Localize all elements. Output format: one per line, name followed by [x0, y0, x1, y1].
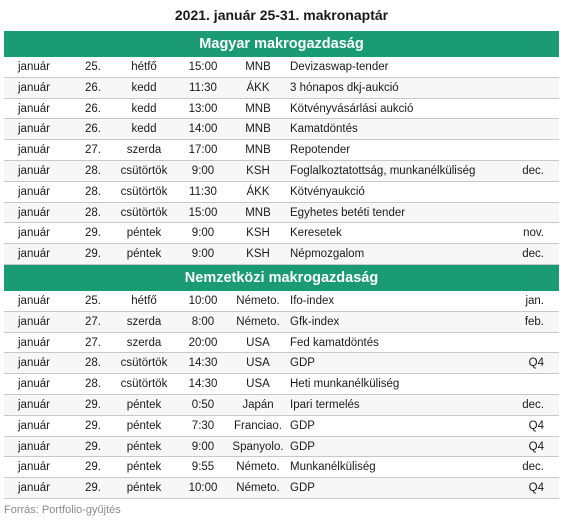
- period-cell: feb.: [524, 315, 544, 328]
- month-cell: január: [18, 123, 50, 136]
- source-cell: USA: [246, 357, 270, 370]
- source-cell: USA: [246, 336, 270, 349]
- day-cell: 26.: [85, 81, 101, 94]
- table-row: [4, 374, 559, 395]
- table-row: [4, 57, 559, 78]
- day-cell: 29.: [85, 398, 101, 411]
- day-cell: 29.: [85, 227, 101, 240]
- source-cell: ÁKK: [246, 185, 270, 198]
- event-cell: Népmozgalom: [290, 248, 365, 261]
- source-cell: KSH: [246, 248, 270, 261]
- event-cell: Devizaswap-tender: [290, 61, 389, 73]
- section-rows-international: [4, 291, 559, 499]
- day-cell: 27.: [85, 336, 101, 349]
- event-cell: Kötvényvásárlási aukció: [290, 102, 414, 115]
- day-cell: 28.: [85, 378, 101, 391]
- source-cell: Németo.: [236, 294, 280, 307]
- period-cell: [504, 333, 544, 353]
- time-cell: 11:30: [189, 81, 217, 94]
- day-cell: 26.: [85, 123, 101, 136]
- source-cell: KSH: [246, 227, 270, 240]
- table-row: [4, 478, 559, 499]
- calendar-table: [4, 31, 559, 499]
- weekday-cell: péntek: [126, 461, 162, 474]
- time-cell: 14:00: [188, 123, 218, 136]
- event-cell: Repotender: [290, 144, 351, 157]
- table-row: [4, 291, 559, 312]
- section-header-international: Nemzetközi makrogazdaság: [4, 265, 559, 291]
- event-cell: Munkanélküliség: [290, 461, 376, 474]
- source-cell: MNB: [245, 61, 271, 73]
- event-cell: GDP: [290, 440, 315, 453]
- period-cell: [504, 99, 544, 119]
- table-row: [4, 312, 559, 333]
- event-cell: Foglalkoztatottság, munkanélküliség: [290, 164, 476, 177]
- source-cell: ÁKK: [246, 81, 270, 94]
- table-row: [4, 416, 559, 437]
- month-cell: január: [18, 227, 50, 240]
- day-cell: 28.: [85, 206, 101, 219]
- day-cell: 29.: [85, 248, 101, 261]
- period-cell: [504, 140, 544, 160]
- source-cell: KSH: [246, 164, 270, 177]
- weekday-cell: kedd: [131, 81, 157, 94]
- time-cell: 9:00: [191, 248, 215, 261]
- month-cell: január: [18, 461, 50, 474]
- time-cell: 10:00: [188, 294, 218, 307]
- time-cell: 20:00: [188, 336, 218, 349]
- month-cell: január: [18, 357, 50, 370]
- table-row: [4, 244, 559, 265]
- source-cell: USA: [246, 378, 270, 391]
- day-cell: 27.: [85, 315, 101, 328]
- event-cell: Egyhetes betéti tender: [290, 206, 406, 219]
- day-cell: 27.: [85, 144, 101, 157]
- time-cell: 7:30: [191, 419, 215, 432]
- weekday-cell: péntek: [126, 440, 162, 453]
- time-cell: 14:30: [188, 357, 218, 370]
- period-cell: [504, 78, 544, 98]
- period-cell: dec.: [522, 461, 544, 474]
- time-cell: 10:00: [188, 482, 218, 495]
- month-cell: január: [18, 336, 50, 349]
- month-cell: január: [18, 440, 50, 453]
- month-cell: január: [18, 185, 50, 198]
- weekday-cell: kedd: [131, 102, 157, 115]
- weekday-cell: szerda: [126, 336, 162, 349]
- weekday-cell: péntek: [126, 419, 162, 432]
- event-cell: Ipari termelés: [290, 398, 360, 411]
- table-row: [4, 437, 559, 458]
- month-cell: január: [18, 378, 50, 391]
- month-cell: január: [18, 419, 50, 432]
- source-cell: MNB: [245, 123, 271, 136]
- event-cell: 3 hónapos dkj-aukció: [290, 81, 399, 94]
- period-cell: Q4: [528, 357, 544, 370]
- event-cell: GDP: [290, 357, 315, 370]
- source-cell: Japán: [242, 398, 274, 411]
- table-row: [4, 140, 559, 161]
- time-cell: 8:00: [191, 315, 215, 328]
- month-cell: január: [18, 398, 50, 411]
- source-cell: Spanyolo.: [232, 440, 284, 453]
- time-cell: 11:30: [189, 185, 217, 198]
- source-cell: MNB: [245, 206, 271, 219]
- weekday-cell: szerda: [126, 144, 162, 157]
- weekday-cell: csütörtök: [120, 378, 168, 391]
- period-cell: dec.: [522, 398, 544, 411]
- table-row: [4, 353, 559, 374]
- weekday-cell: péntek: [126, 482, 162, 495]
- day-cell: 28.: [85, 357, 101, 370]
- table-row: [4, 203, 559, 224]
- time-cell: 17:00: [188, 144, 218, 157]
- table-row: [4, 333, 559, 354]
- table-row: [4, 182, 559, 203]
- table-row: [4, 119, 559, 140]
- month-cell: január: [18, 61, 50, 73]
- source-cell: Németo.: [236, 482, 280, 495]
- day-cell: 29.: [85, 419, 101, 432]
- weekday-cell: csütörtök: [120, 206, 168, 219]
- time-cell: 15:00: [188, 61, 218, 73]
- period-cell: Q4: [528, 482, 544, 495]
- event-cell: Fed kamatdöntés: [290, 336, 379, 349]
- day-cell: 29.: [85, 440, 101, 453]
- month-cell: január: [18, 144, 50, 157]
- table-row: [4, 395, 559, 416]
- day-cell: 25.: [85, 294, 101, 307]
- period-cell: dec.: [522, 248, 544, 261]
- table-row: [4, 78, 559, 99]
- time-cell: 9:00: [191, 164, 215, 177]
- month-cell: január: [18, 315, 50, 328]
- event-cell: Gfk-index: [290, 315, 340, 328]
- event-cell: Heti munkanélküliség: [290, 378, 400, 391]
- day-cell: 29.: [85, 461, 101, 474]
- source-cell: Németo.: [236, 315, 280, 328]
- period-cell: dec.: [522, 164, 544, 177]
- source-cell: Németo.: [236, 461, 280, 474]
- table-row: [4, 99, 559, 120]
- table-row: [4, 161, 559, 182]
- month-cell: január: [18, 164, 50, 177]
- month-cell: január: [18, 482, 50, 495]
- event-cell: Kamatdöntés: [290, 123, 358, 136]
- source-cell: Franciao.: [234, 419, 282, 432]
- month-cell: január: [18, 102, 50, 115]
- period-cell: jan.: [525, 294, 544, 307]
- table-row: [4, 457, 559, 478]
- day-cell: 26.: [85, 102, 101, 115]
- weekday-cell: péntek: [126, 227, 162, 240]
- time-cell: 9:00: [191, 440, 215, 453]
- source-cell: MNB: [245, 144, 271, 157]
- section-header-hungarian: Magyar makrogazdaság: [4, 31, 559, 57]
- time-cell: 9:55: [191, 461, 215, 474]
- day-cell: 28.: [85, 185, 101, 198]
- period-cell: [504, 203, 544, 223]
- event-cell: GDP: [290, 482, 315, 495]
- period-cell: [504, 57, 544, 77]
- event-cell: Kötvényaukció: [290, 185, 365, 198]
- weekday-cell: hétfő: [131, 294, 157, 307]
- period-cell: Q4: [528, 440, 544, 453]
- event-cell: Ifo-index: [290, 294, 335, 307]
- period-cell: nov.: [523, 227, 544, 240]
- period-cell: Q4: [528, 419, 544, 432]
- weekday-cell: csütörtök: [120, 357, 168, 370]
- month-cell: január: [18, 294, 50, 307]
- time-cell: 14:30: [188, 378, 218, 391]
- weekday-cell: hétfő: [131, 61, 157, 73]
- weekday-cell: kedd: [131, 123, 157, 136]
- weekday-cell: péntek: [126, 248, 162, 261]
- section-rows-hungarian: [4, 57, 559, 265]
- day-cell: 25.: [85, 61, 101, 73]
- time-cell: 0:50: [191, 398, 215, 411]
- period-cell: [504, 182, 544, 202]
- table-row: [4, 223, 559, 244]
- time-cell: 13:00: [188, 102, 218, 115]
- weekday-cell: péntek: [126, 398, 162, 411]
- source-cell: MNB: [245, 102, 271, 115]
- month-cell: január: [18, 248, 50, 261]
- time-cell: 9:00: [191, 227, 215, 240]
- page-title: 2021. január 25-31. makronaptár: [174, 7, 389, 23]
- month-cell: január: [18, 206, 50, 219]
- day-cell: 29.: [85, 482, 101, 495]
- event-cell: GDP: [290, 419, 315, 432]
- period-cell: [504, 374, 544, 394]
- day-cell: 28.: [85, 164, 101, 177]
- month-cell: január: [18, 81, 50, 94]
- source-note: Forrás: Portfolio-gyűjtés: [4, 504, 121, 516]
- time-cell: 15:00: [188, 206, 218, 219]
- event-cell: Keresetek: [290, 227, 342, 240]
- period-cell: [504, 119, 544, 139]
- weekday-cell: csütörtök: [120, 185, 168, 198]
- weekday-cell: csütörtök: [120, 164, 168, 177]
- weekday-cell: szerda: [126, 315, 162, 328]
